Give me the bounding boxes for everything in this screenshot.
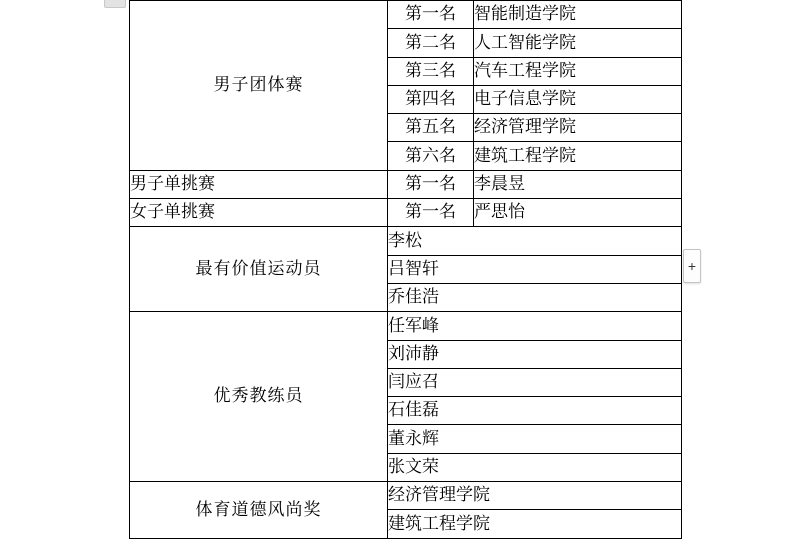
name-cell: 李松 [388,227,682,255]
category-cell: 男子单挑赛 [130,170,388,198]
name-cell: 吕智轩 [388,255,682,283]
rank-cell: 第六名 [388,142,474,170]
name-cell: 乔佳浩 [388,283,682,311]
name-cell: 李晨昱 [474,170,682,198]
rank-cell: 第五名 [388,114,474,142]
name-cell: 经济管理学院 [474,114,682,142]
category-cell: 优秀教练员 [130,312,388,482]
name-cell: 经济管理学院 [388,482,682,510]
name-cell: 石佳磊 [388,397,682,425]
table-resize-handle[interactable] [104,0,126,8]
name-cell: 建筑工程学院 [388,510,682,538]
category-cell: 女子单挑赛 [130,199,388,227]
rank-cell: 第一名 [388,199,474,227]
name-cell: 董永辉 [388,425,682,453]
name-cell: 电子信息学院 [474,85,682,113]
rank-cell: 第三名 [388,57,474,85]
name-cell: 张文荣 [388,453,682,481]
name-cell: 智能制造学院 [474,1,682,29]
category-cell: 体育道德风尚奖 [130,482,388,539]
category-cell: 最有价值运动员 [130,227,388,312]
name-cell: 闫应召 [388,368,682,396]
table-row [130,1,682,29]
add-row-button[interactable]: + [683,249,701,283]
category-cell: 男子团体赛 [130,1,388,171]
table-row [130,170,682,198]
name-cell: 人工智能学院 [474,29,682,57]
name-cell: 任军峰 [388,312,682,340]
table-row [130,482,682,510]
table-row [130,227,682,255]
name-cell: 严思怡 [474,199,682,227]
rank-cell: 第四名 [388,85,474,113]
table-row [130,312,682,340]
rank-cell: 第二名 [388,29,474,57]
rank-cell: 第一名 [388,1,474,29]
name-cell: 建筑工程学院 [474,142,682,170]
awards-table [129,0,682,539]
name-cell: 汽车工程学院 [474,57,682,85]
name-cell: 刘沛静 [388,340,682,368]
table-row [130,199,682,227]
rank-cell: 第一名 [388,170,474,198]
